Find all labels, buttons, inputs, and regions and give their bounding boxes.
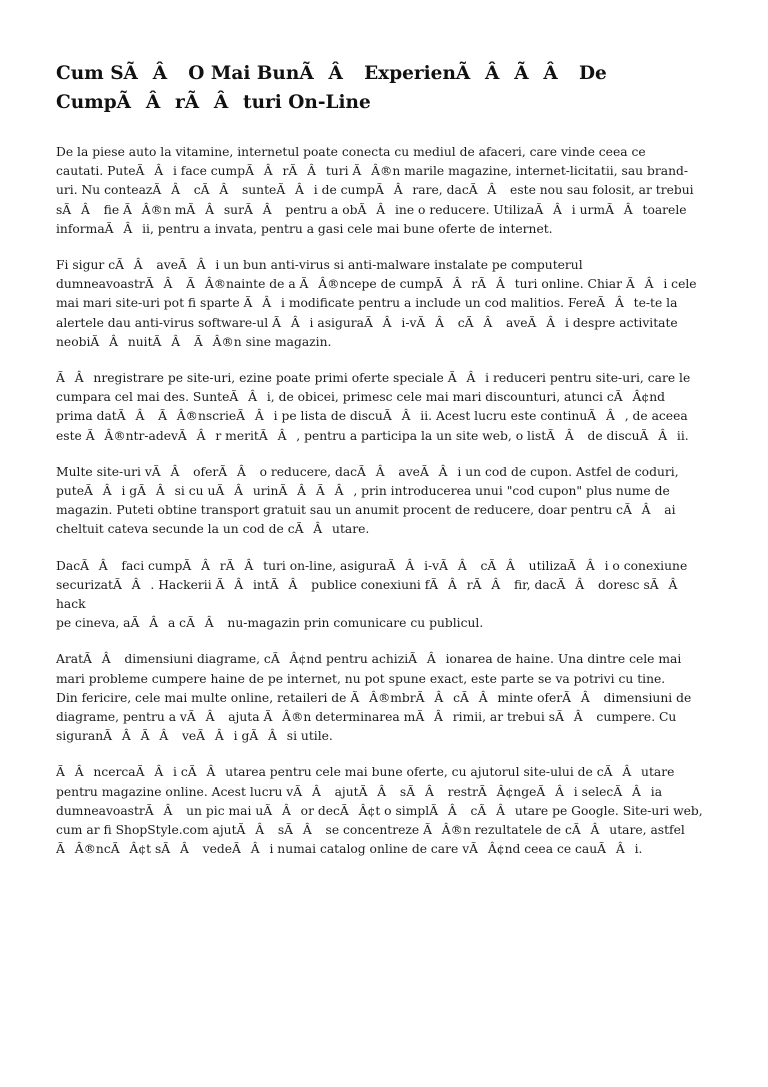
paragraph: ÃÂnregistrare pe site-uri, ezine poate primi oferte speciale Ã Âi reduceri pentru site-uri, care le cumpara cel mai des. SunteÃ Âi, de obicei, primesc cele mai mari discounturi, atunci cÃÂ¢nd prima datÃÂ ÃÂ®nscrieÃ Âi pe lista de discuÃ Âii. Acest lucru este continuÃÂ, de aceea este ÃÂ®ntr-adevÃÂr meritÃÂ, pentru a participa la un site web, o listÃÂ de discuÃ Âii. — [56, 371, 691, 443]
paragraph: Fi sigur cÃÂ aveÃ Âi un bun anti-virus si anti-malware instalate pe computerul dumneavoastrÃÂ ÃÂ®nainte de a ÃÂ®ncepe de cumpÃÂrÃÂturi online. Chiar Ã Âi cele mai mari site-uri pot fi sparte Ã Âi modificate pentru a include un cod malitios. FereÃ Âte-te la alertele dau anti-virus software-ul Ã Âi asiguraÃ Âi-vÃÂ cÃÂ aveÃ Âi despre activitate neobiÃ ÂnuitÃÂ ÃÂ®n sine magazin. — [56, 258, 697, 349]
paragraph: ÃÂncercaÃ Âi cÃÂutarea pentru cele mai bune oferte, cu ajutorul site-ului de cÃÂutare pentru magazine online. Acest lucru vÃÂ ajutÃÂ sÃÂ restrÃÂ¢ngeÃ Âi selecÃ Âia dumneavoastrÃÂ un pic mai uÃ Âor decÃÂ¢t o simplÃÂ cÃÂutare pe Google. Site-uri web, cum ar fi ShopStyle.com ajutÃÂ sÃÂ se concentreze ÃÂ®n rezultatele de cÃÂutare, astfel ÃÂ®ncÃÂ¢t sÃÂ vedeÃ Âi numai catalog online de care vÃÂ¢nd ceea ce cauÃ Âi. — [56, 765, 703, 857]
paragraph: De la piese auto la vitamine, internetul poate conecta cu mediul de afaceri, care vinde ceea ce cautati. PuteÃ Âi face cumpÃÂrÃÂturi ÃÂ®n marile magazine, internet-licitatii, sau brand- uri. Nu conteazÃÂ cÃÂ sunteÃ Âi de cumpÃÂrare, dacÃÂ este nou sau folosit, ar trebui sÃÂ fie ÃÂ®n mÃÂsurÃÂ pentru a obÃ Âine o reducere. UtilizaÃ Âi urmÃÂtoarele informaÃ Âii, pentru a invata, pentru a gasi cele mai bune oferte de internet. — [56, 145, 694, 236]
paragraph: DacÃÂ faci cumpÃÂrÃÂturi on-line, asiguraÃ Âi-vÃÂ cÃÂ utilizaÃ Âi o conexiune securizatÃÂ. Hackerii ÃÂintÃÂ publice conexiuni fÃÂrÃÂ fir, dacÃÂ doresc sÃÂ hack pe cineva, aÃ Âa cÃÂ nu-magazin prin comunicare cu publicul. — [56, 558, 688, 631]
document-title: Cum SÃÂ O Mai BunÃÂ ExperienÃÂ ÃÂ De CumpÃÂrÃÂturi On-Line — [56, 63, 607, 113]
paragraph: Multe site-uri vÃÂ oferÃÂ o reducere, dacÃÂ aveÃ Âi un cod de cupon. Astfel de coduri, puteÃ Âi gÃÂsi cu uÃ ÂurinÃ ÂÃÂ, prin introducerea unui "cod cupon" plus nume de magazin. Puteti obtine transport gratuit sau un anumit procent de reducere, doar pentru cÃÂ ai cheltuit cateva secunde la un cod de cÃÂutare. — [56, 464, 679, 537]
paragraph: AratÃÂ dimensiuni diagrame, cÃÂ¢nd pentru achiziÃ Âionarea de haine. Una dintre cele mai mari probleme cumpere haine de pe internet, nu pot spune exact, este parte se va potrivi cu tine. Din fericire, cele mai multe online, retaileri de ÃÂ®mbrÃÂcÃÂminte oferÃÂ dimensiuni de diagrame, pentru a vÃÂ ajuta ÃÂ®n determinarea mÃÂrimii, ar trebui sÃÂ cumpere. Cu siguranÃ ÂÃÂ veÃ Âi gÃÂsi utile. — [56, 652, 692, 744]
